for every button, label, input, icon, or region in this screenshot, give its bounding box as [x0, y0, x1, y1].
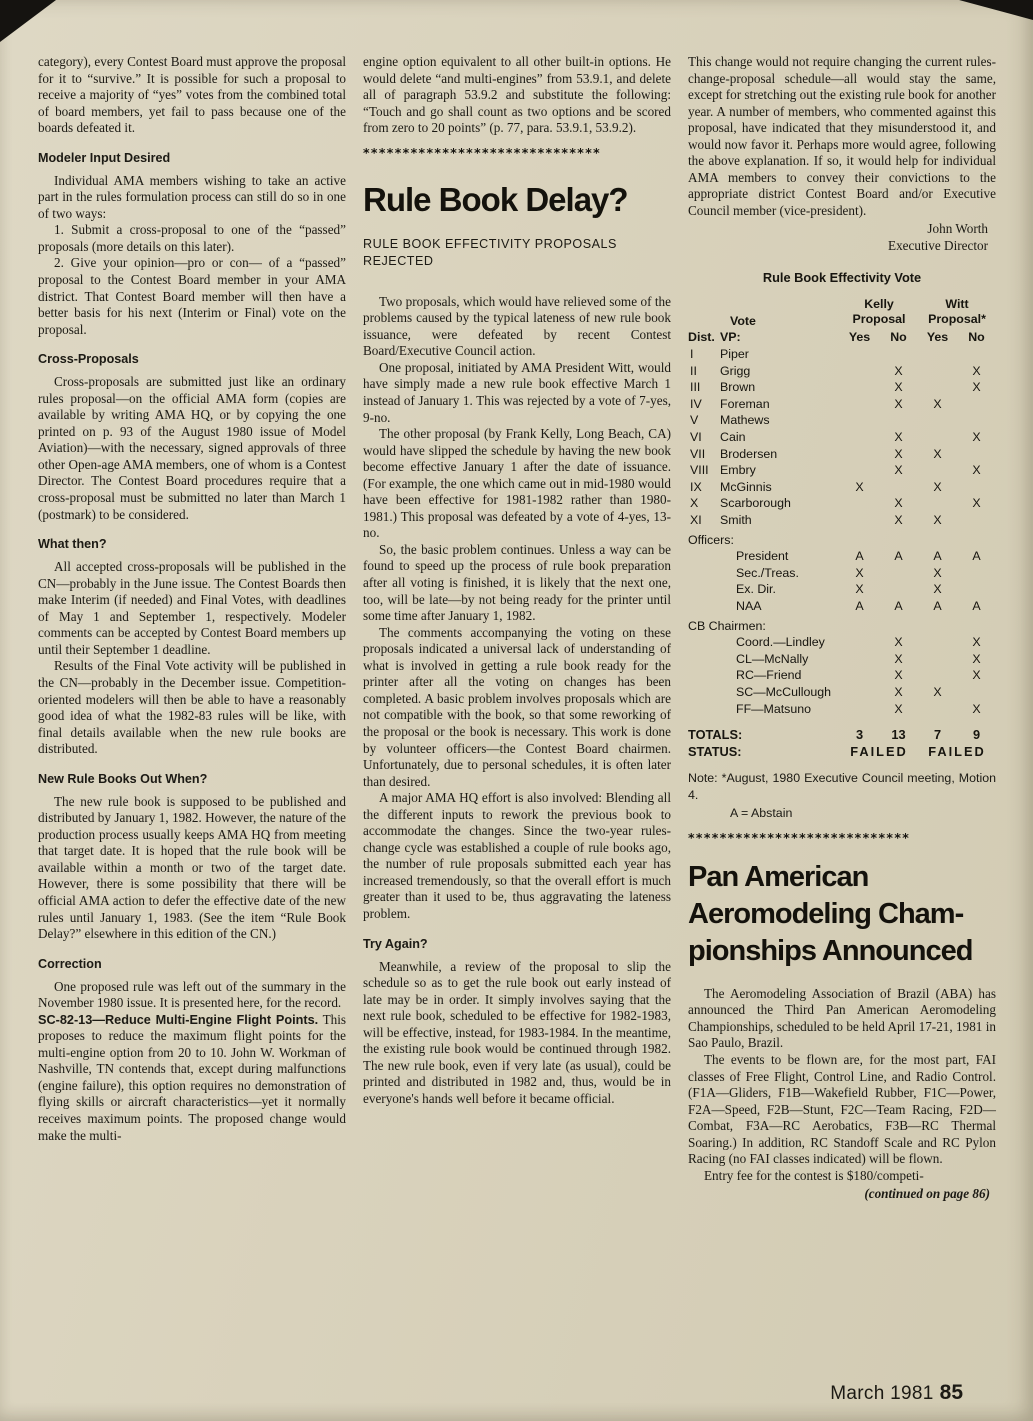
no-header: No	[968, 330, 985, 345]
paragraph: The Aeromodeling Association of Brazil (ABA) has announced the Third Pan American Aeromodeling Championships, scheduled to be held April 17-21, 1981 in Sao Paulo, Brazil.	[688, 985, 996, 1051]
paragraph: Two proposals, which would have relieved some of the problems caused by the typical lateness of new rule book issuance, were defeated by recent Contest Board/Executive Council action.	[363, 293, 671, 359]
headline-line: Pan American	[688, 860, 869, 893]
table-row: Coord.—Lindley X X	[736, 635, 981, 650]
table-row: Sec./Treas. X X	[736, 565, 942, 580]
table-row: VI Cain X X	[690, 430, 981, 445]
table-section-label-row: Officers:	[688, 532, 734, 547]
continued-notice: (continued on page 86)	[864, 1186, 990, 1202]
rule-body-text: This proposes to reduce the maximum flight points for the multi-engine option from 20 to 10. John W. Workman of Nashville, TN contends that, except during malfunctions (engine failure), this option requires no demonstration of flying skills or aircraft characteristics—yet it normally receives maximum points. The proposed change would make the multi-	[38, 1011, 347, 1143]
paragraph: The other proposal (by Frank Kelly, Long Beach, CA) would have slipped the schedule by having the new book become effective January 1 after the date of issuance. (For example, the one which came out in mid-1980 would have been effective for 1981-1982 rather than 1980-1981.) This proposal was defeated by a vote of 4-yes, 13-no.	[363, 426, 671, 541]
table-row: NAA A A A A	[736, 598, 981, 613]
list-item: 2. Give your opinion—pro or con— of a “passed” proposal to the Contest Board member in your AMA district. That Contest Board member will then have a better basis for his next (Interim or Final) vote on the proposal.	[38, 255, 346, 337]
yes-header: Yes	[926, 330, 949, 345]
paragraph: Results of the Final Vote activity will be published in the CN—probably in the December issue. Competition-oriented modelers will then be able to have a reasonably good idea of what the 1982-83 rules will be like, with final details available when the new rule books are distributed.	[38, 658, 346, 757]
table-row: President A A A A	[736, 549, 981, 564]
column-middle	[363, 54, 671, 1202]
vote-column-header: Vote	[730, 313, 756, 328]
paragraph: The new rule book is supposed to be published and distributed by January 1, 1982. However, the nature of the production process usually keeps AMA HQ from meeting that target date. It is hoped that the rule book will be available within a month or two of the target date. However, there is some possibility that there will be official AMA action to defer the effective date of the new rules until January 1, 1983. (See the item “Rule Book Delay?” elsewhere in this edition of the CN.)	[38, 793, 346, 942]
table-row: IV Foreman X X	[690, 396, 942, 411]
section-heading: Try Again?	[363, 936, 428, 951]
paragraph: All accepted cross-proposals will be published in the CN—probably in the June issue. The Contest Boards then make Interim (if needed) and Final Votes, with deadlines of May 1 and September 1, respectively. Modeler comments can be accepted by Contest Board members up until their September 1 deadline.	[38, 559, 346, 657]
issue-date: March 1981	[830, 1383, 934, 1404]
table-row: III Brown X X	[690, 380, 981, 395]
table-row: II Grigg X X	[690, 363, 981, 378]
abstain-note: A = Abstain	[730, 806, 793, 821]
dist-header: Dist.	[688, 330, 715, 345]
paragraph: So, the basic problem continues. Unless a way can be found to speed up the process of rule book preparation after all voting is finished, it is likely that the next one, too, will be late—by not being ready for the printer until some time after January 1, 1982.	[363, 541, 671, 624]
status-value: FAILED	[850, 743, 908, 759]
vote-table-grid	[688, 297, 996, 760]
table-header-row	[688, 329, 996, 346]
list-item: 1. Submit a cross-proposal to one of the “passed” proposals (more details on this later).	[38, 222, 346, 254]
table-row: V Mathews	[690, 413, 770, 428]
star-divider: ****************************	[688, 829, 911, 845]
table-row: IX McGinnis X X	[690, 479, 942, 494]
headline-line: Aeromodeling Cham-	[688, 897, 964, 930]
table-row: FF—Matsuno X X	[736, 701, 981, 716]
section-heading: Modeler Input Desired	[38, 150, 171, 165]
witt-proposal-header: Witt Proposal*	[928, 297, 986, 327]
paragraph: The events to be flown are, for the most part, FAI classes of Free Flight, Control Line, and Radio Control. (F1A—Gliders, F1B—Wakefield Rubber, F1C—Power, F2A—Speed, F2B—Stunt, F2C—Team Racing, F2D—Combat, F3A—RC Aerobatics, F3B—RC Thermal Soaring.) In addition, RC Standoff Scale and RC Pylon Racing (no FAI classes indicated) will be flown.	[688, 1052, 996, 1167]
paragraph: Entry fee for the contest is $180/competi-	[704, 1167, 924, 1183]
total-value: 7	[933, 727, 942, 743]
paragraph: One proposed rule was left out of the summary in the November 1980 issue. It is presented here, for the record.	[38, 978, 346, 1011]
paragraph	[38, 1012, 346, 1144]
kelly-proposal-header: Kelly Proposal	[852, 297, 906, 327]
signature-block	[688, 221, 996, 254]
paragraph: Individual AMA members wishing to take an active part in the rules formulation process can still do so in one of two ways:	[38, 172, 346, 221]
paragraph: A major AMA HQ effort is also involved: Blending all the different inputs to rework the previous book to accommodate the changes. Since the two-year rules-change cycle was established a couple of rule books ago, the number of rule proposals submitted each year has increased tremendously, so that the overall effort is much greater than it used to be, thus aggravating the lateness problem.	[363, 790, 671, 921]
table-row: XI Smith X X	[690, 513, 942, 527]
paragraph: category), every Contest Board must approve the proposal for it to “survive.” It is possible for such a proposal to receive a majority of “yes” votes from the combined total of board members, yet fail to pass because one of the boards defeated it.	[38, 54, 346, 136]
table-note: Note: *August, 1980 Executive Council meeting, Motion 4.	[688, 771, 996, 802]
headline-line: pionships Announced	[688, 934, 973, 967]
status-label: STATUS:	[688, 743, 742, 759]
section-heading: What then?	[38, 537, 107, 552]
paragraph: engine option equivalent to all other built-in options. He would delete “and multi-engines” from 53.9.1, and delete all of paragraph 53.9.2 and substitute the following: “Touch and go shall count as two options and be scored from zero to 20 points” (p. 77, para. 53.9.1, 53.9.2).	[363, 54, 671, 136]
article-headline-rule-book-delay: Rule Book Delay?	[363, 180, 628, 218]
status-value: FAILED	[928, 743, 986, 759]
table-title: Rule Book Effectivity Vote	[762, 270, 922, 286]
section-heading: New Rule Books Out When?	[38, 771, 208, 786]
paragraph: Cross-proposals are submitted just like an ordinary rules proposal—on the official AMA form (copies are available by writing AMA HQ, or by copying the one printed on p. 93 of the August 1980 issue of Model Aviation)—with the necessary, signed approvals of three other Open-age AMA members, one of whom is a Contest Director. The Contest Board procedures require that a cross-proposal must be submitted no later than March 1 (postmark) to be considered.	[38, 374, 346, 522]
vote-table	[688, 270, 996, 760]
table-row: I Piper	[690, 347, 749, 362]
column-right	[688, 54, 996, 1202]
section-heading: Cross-Proposals	[38, 352, 139, 367]
page-number: 85	[939, 1381, 963, 1404]
paragraph: One proposal, initiated by AMA President Witt, would have simply made a new rule book effective March 1 instead of January 1. This was rejected by a vote of 7-yes, 9-no.	[363, 359, 671, 425]
article-headline-pan-american	[688, 859, 996, 970]
paragraph: Meanwhile, a review of the proposal to slip the schedule so as to get the rule book out early instead of late may be in order. It simply involves saying that the next rule book, scheduled to be effective for 1982-1983, will be effective, instead, for 1983-1984. In the meantime, the existing rule book would be continued through 1982. The new rule book, even if very late (as usual), could be printed and distributed in 1982 and, thus, would be in everyone's hands well before it became official.	[363, 958, 671, 1106]
table-row: VII Brodersen X X	[690, 446, 942, 461]
total-value: 13	[891, 727, 906, 743]
signature-name: John Worth	[927, 221, 988, 237]
totals-label: TOTALS:	[688, 727, 743, 743]
status-row	[688, 744, 996, 761]
no-header: No	[890, 330, 907, 345]
rule-id-lead: SC-82-13—Reduce Multi-Engine Flight Points.	[38, 1012, 319, 1027]
total-value: 9	[972, 727, 981, 743]
table-row: VIII Embry X X	[690, 463, 981, 478]
table-row: RC—Friend X X	[736, 668, 981, 683]
paragraph: This change would not require changing the current rules-change-proposal schedule—all would stay the same, except for stretching out the existing rule book for another year. A number of members, who commented against this proposal, have indicated that they misunderstood it, and would now favor it. Perhaps more would agree, following the above explanation. If so, it would help for individual AMA members to convey their convictions to the appropriate district Contest Board and/or Executive Council member (vice-president).	[688, 54, 996, 218]
yes-header: Yes	[848, 330, 871, 345]
table-row: SC—McCullough X X	[736, 684, 942, 699]
table-section-label-row: CB Chairmen:	[688, 618, 766, 633]
vote-table-body	[688, 346, 996, 717]
vote-table-footer	[688, 717, 996, 760]
table-row: CL—McNally X X	[736, 651, 981, 666]
total-value: 3	[855, 727, 864, 743]
vp-header: VP:	[720, 330, 741, 345]
star-divider: ******************************	[363, 144, 602, 160]
table-header-row	[688, 297, 996, 329]
table-row: Ex. Dir. X X	[736, 582, 942, 597]
page-footer	[830, 1381, 963, 1405]
paragraph: The comments accompanying the voting on these proposals indicated a universal lack of understanding of what is involved in getting a rule book ready for the printer after all the voting on changes has been completed. A basic problem involves proposals which are not compatible with the book, so that some reworking of the proposal or the book is necessary. This work is done by volunteer officers—the Contest Board chairmen. Unfortunately, due to personal schedules, it is often later than desired.	[363, 624, 671, 789]
table-row: X Scarborough X X	[690, 496, 981, 511]
totals-row	[688, 717, 996, 744]
article-subhead: RULE BOOK EFFECTIVITY PROPOSALS REJECTED	[363, 236, 617, 268]
column-left	[38, 54, 346, 1202]
signature-title: Executive Director	[888, 237, 988, 253]
section-heading: Correction	[38, 956, 102, 971]
